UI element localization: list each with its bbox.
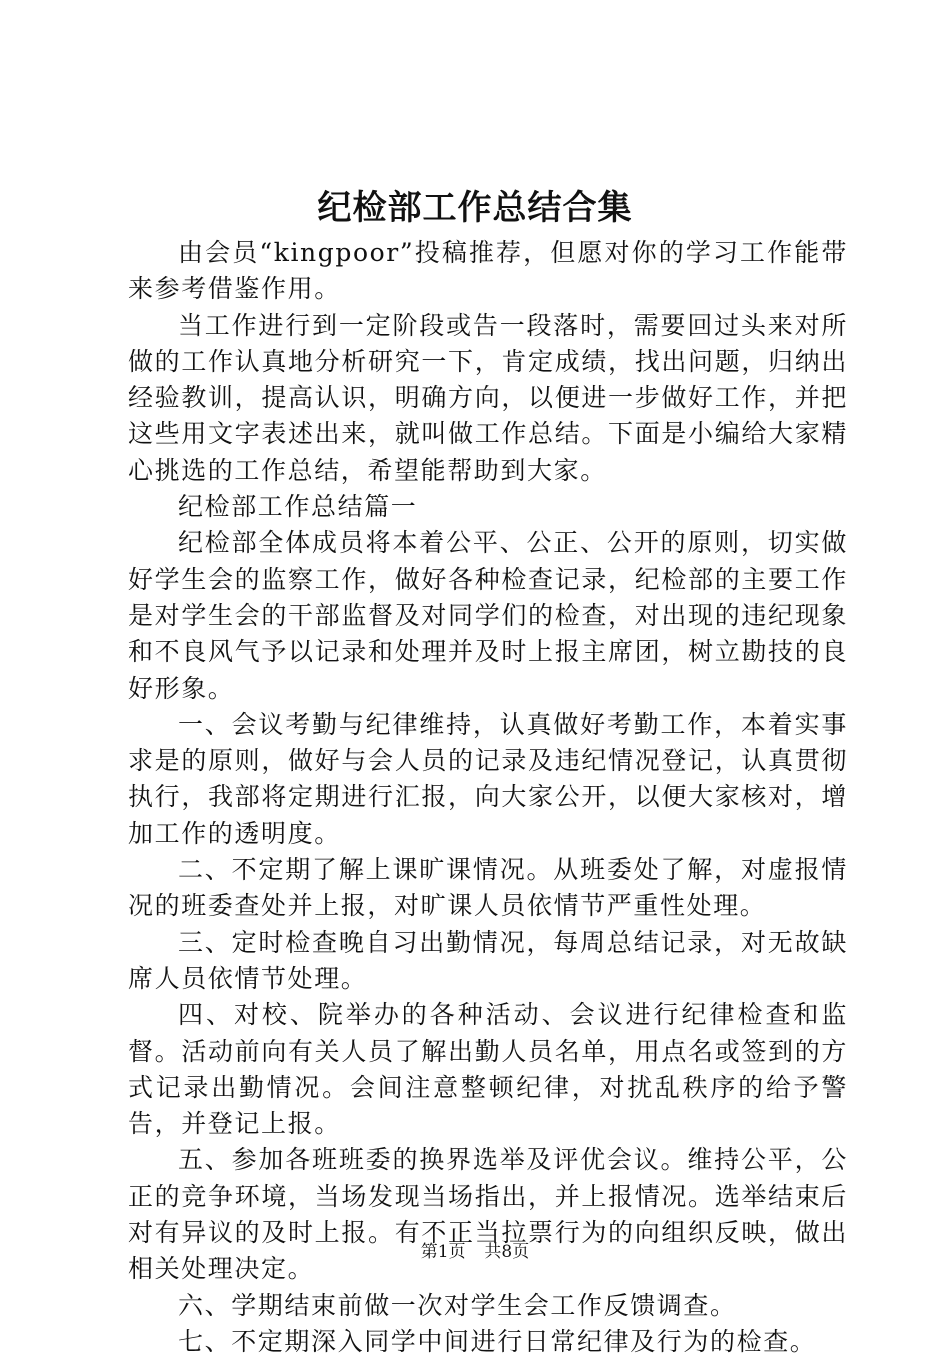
paragraph-item-4: 四、对校、院举办的各种活动、会议进行纪律检查和监督。活动前向有关人员了解出勤人员名单，用点名或签到的方式记录出勤情况。会间注意整顿纪律，对扰乱秩序的给予警告，并登记上报。	[128, 1000, 848, 1139]
paragraph-item-3: 三、定时检查晚自习出勤情况，每周总结记录，对无故缺席人员依情节处理。	[128, 927, 848, 993]
paragraph-item-6: 六、学期结束前做一次对学生会工作反馈调查。	[178, 1290, 737, 1320]
paragraph-item-1: 一、会议考勤与纪律维持，认真做好考勤工作，本着实事求是的原则，做好与会人员的记录及违纪情况登记，认真贯彻执行，我部将定期进行汇报，向大家公开，以便大家核对，增加工作的透明度。	[128, 709, 848, 848]
document-body	[128, 235, 848, 1360]
paragraph-overview: 纪检部全体成员将本着公平、公正、公开的原则，切实做好学生会的监察工作，做好各种检查记录，纪检部的主要工作是对学生会的干部监督及对同学们的检查，对出现的违纪现象和不良风气予以记录和处理并及时上报主席团，树立勘技的良好形象。	[128, 528, 848, 703]
page-footer	[0, 1240, 950, 1264]
page-total: 共8页	[484, 1242, 530, 1262]
paragraph-item-5: 五、参加各班班委的换界选举及评优会议。维持公平，公正的竞争环境，当场发现当场指出，并上报情况。选举结束后对有异议的及时上报。有不正当拉票行为的向组织反映，做出相关处理决定。	[128, 1145, 848, 1284]
paragraph-item-2: 二、不定期了解上课旷课情况。从班委处了解，对虚报情况的班委查处并上报，对旷课人员依情节严重性处理。	[128, 855, 848, 921]
paragraph-item-7: 七、不定期深入同学中间进行日常纪律及行为的检查。	[178, 1326, 817, 1356]
paragraph-submission-note: 由会员“kingpoor”投稿推荐，但愿对你的学习工作能带来参考借鉴作用。	[128, 238, 848, 304]
document-title: 纪检部工作总结合集	[317, 188, 633, 228]
paragraph-introduction: 当工作进行到一定阶段或告一段落时，需要回过头来对所做的工作认真地分析研究一下，肯定成绩，找出问题，归纳出经验教训，提高认识，明确方向，以便进一步做好工作，并把这些用文字表述出来，就叫做工作总结。下面是小编给大家精心挑选的工作总结，希望能帮助到大家。	[128, 310, 848, 485]
section-heading: 纪检部工作总结篇一	[178, 492, 418, 522]
page-number: 第1页	[420, 1242, 466, 1262]
